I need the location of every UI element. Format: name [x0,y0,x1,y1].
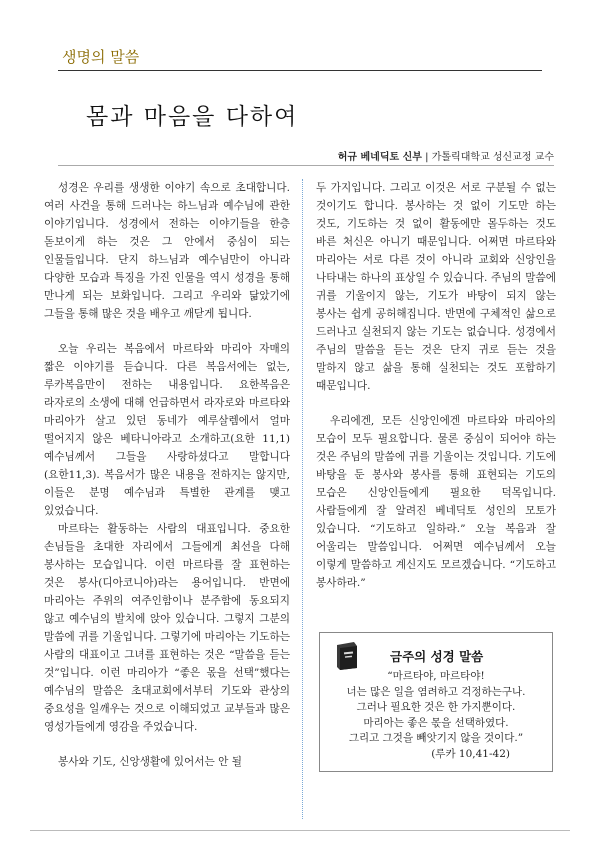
author-name: 허규 베네딕토 신부 [337,152,422,163]
author-affiliation: 가톨릭대학교 성신교정 교수 [431,152,554,163]
verse-text [320,669,552,762]
paragraph: 마르타는 활동하는 사람의 대표입니다. 중요한 손님들을 초대한 자리에서 그들에게 최선을 다해 봉사하는 모습입니다. 이런 마르타를 잘 표현하는 것은 봉사(디아코니아)라는 용어입니다. 반면에 마리아는 주위의 여주인함이나 분주함에 동요되지 않고 예수님의 발치에 앉아 있습니다. 그렇지 그분의 말씀에 귀를 기울입니다. 그렇기에 마리아는 기도하는 사람의 대표이고 그녀를 표현하는 것은 “말씀을 듣는 것”입니다. 이런 마리아가 “좋은 몫을 선택”했다는 예수님의 말씀은 초대교회에서부터 기도와 관상의 중요성을 일깨우는 것으로 이해되었고 교부들과 많은 영성가들에게 영감을 주었습니다. [44,523,290,733]
column-divider [302,179,303,819]
paragraph: 오늘 우리는 복음에서 마르타와 마리아 자매의 짧은 이야기를 듣습니다. 다른 복음서에는 없는, 루카복음만이 전하는 내용입니다. 요한복음은 라자로의 소생에 대해 언급하면서 라자로와 마르타와 마리아가 살고 있던 동네가 예루살렘에서 얼마 떨어지지 않은 베타니아라고 소개하고(요한 11,1) 예수님께서 그들을 사랑하셨다고 말합니다(요한11,3). 복음서가 많은 내용을 전하지는 않지만, 이들은 분명 예수님과 특별한 관계를 맺고 있었습니다. [44,343,290,517]
verse-line: 그러나 필요한 것은 한 가지뿐이다. [356,701,516,713]
paragraph: 두 가지입니다. 그리고 이것은 서로 구분될 수 없는 것이기도 합니다. 봉사하는 것 없이 기도만 하는 것도, 기도하는 것 없이 활동에만 몰두하는 것도 바른 처신은 아니기 때문입니다. 어쩌면 마르타와 마리아는 서로 다른 것이 아니라 교회와 신앙인을 나타내는 하나의 표상일 수 있습니다. 주님의 말씀에 귀를 기울이지 않는, 기도가 바탕이 되지 않는 봉사는 쉽게 공허해집니다. 반면에 구체적인 삶으로 드러나고 실천되지 않는 기도는 없습니다. 성경에서 주님의 말씀을 듣는 것은 단지 귀로 듣는 것을 말하지 않고 삶을 통해 실천되는 것도 포함하기 때문입니다. [316,182,556,392]
verse-line: 너는 많은 일을 염려하고 걱정하는구나. [346,685,526,698]
verse-line: “마르타야, 마르타야! [387,670,485,682]
header-rule [58,70,542,71]
paragraph: 봉사와 기도, 신앙생활에 있어서는 안 될 [58,756,242,768]
left-column [44,179,290,771]
paragraph: 성경은 우리를 생생한 이야기 속으로 초대합니다. 여러 사건을 통해 드러나는 하느님과 예수님에 관한 이야기입니다. 성경에서 전하는 이야기들을 한층 돋보이게 하는 것은 그 안에서 중심이 되는 인물들입니다. 단지 하느님과 예수님만이 아니라 다양한 모습과 특징을 가진 인물을 역시 성경을 통해 만나게 되는 보화입니다. 그리고 우리와 닮았기에 그들을 통해 많은 것을 배우고 깨닫게 됩니다. [44,182,290,320]
article-title: 몸과 마음을 다하여 [86,104,299,130]
verse-heading: 금주의 성경 말씀 [390,649,484,664]
verse-reference: (루카 10,41-42) [431,747,510,760]
section-label: 생명의 말씀 [62,48,140,66]
byline-rule [58,165,554,166]
right-column [316,179,556,609]
bible-book-icon [334,641,360,671]
byline [338,148,554,163]
paragraph: 우리에겐, 모든 신앙인에겐 마르타와 마리아의 모습이 모두 필요합니다. 물론 중심이 되어야 하는 것은 주님의 말씀에 귀를 기울이는 것입니다. 기도에 바탕을 둔 봉사와 봉사를 통해 표현되는 기도의 모습은 신앙인들에게 필요한 덕목입니다. 사람들에게 잘 알려진 베네딕토 성인의 모토가 있습니다. “기도하고 일하라.” 오늘 복음과 잘 어울리는 말씀입니다. 어쩌면 예수님께서 오늘 이렇게 말씀하고 계신지도 모르겠습니다. “기도하고 봉사하라.” [316,415,556,589]
byline-separator: | [425,152,432,163]
verse-line: 마리아는 좋은 몫을 선택하였다. [363,716,509,729]
verse-line: 그리고 그것을 빼앗기지 않을 것이다.” [348,732,524,744]
weekly-verse-box [319,632,553,772]
footer-rule [30,830,570,831]
